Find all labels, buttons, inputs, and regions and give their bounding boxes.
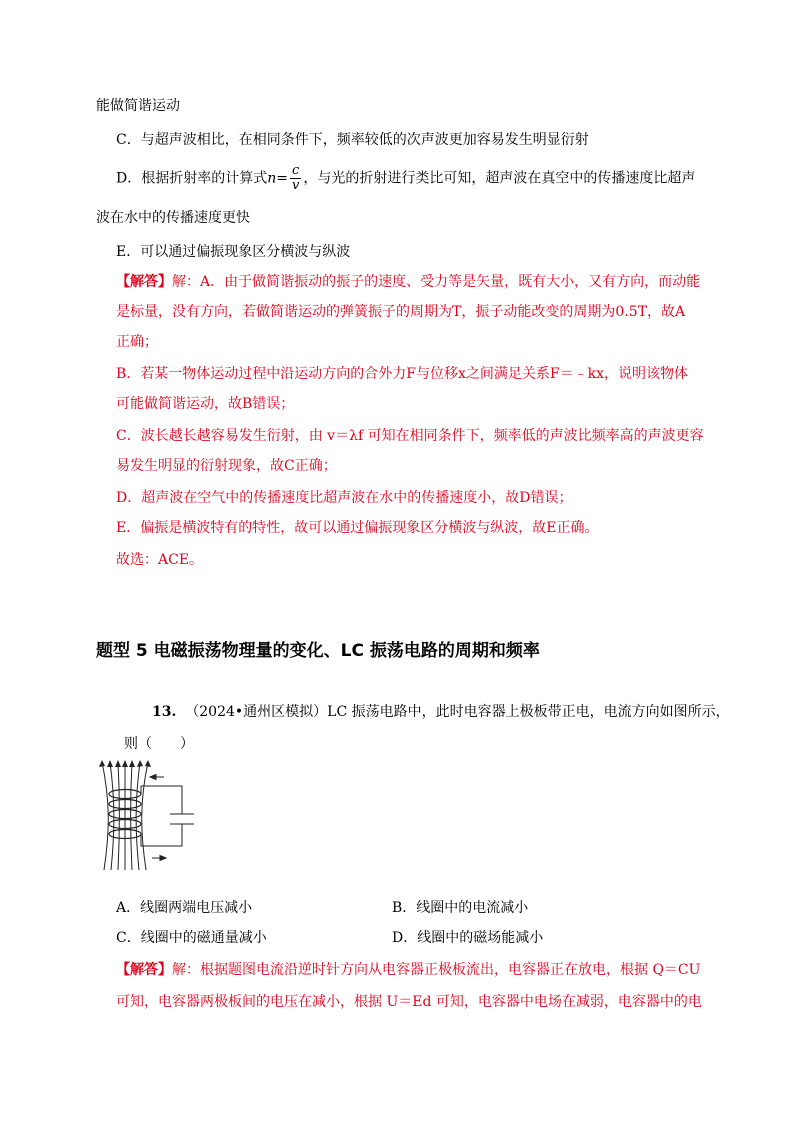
answer-a-line3: 正确； — [116, 334, 158, 350]
question-stem-text: （2024•通州区模拟）LC 振荡电路中，此时电容器上极板带正电，电流方向如图所示， — [185, 704, 730, 720]
section-title: 题型 5 电磁振荡物理量的变化、LC 振荡电路的周期和频率 — [96, 641, 540, 661]
answer-c-line1: C．波长越长越容易发生衍射，由 v＝λf 可知在相同条件下，频率低的声波比频率高的声波更容 — [116, 428, 704, 444]
lc-circuit-diagram — [96, 760, 206, 872]
option-d — [116, 164, 695, 193]
answer-b-line2: 可能做简谐运动，故B错误； — [116, 396, 295, 412]
formula-denominator: v — [292, 178, 300, 193]
option-e: E．可以通过偏振现象区分横波与纵波 — [116, 244, 351, 260]
answer-a-line1 — [116, 272, 700, 292]
current-arrows — [150, 775, 166, 861]
answer-choice: 故选：ACE。 — [116, 552, 204, 568]
formula-numerator: c — [290, 164, 301, 179]
option-d-prefix: D．根据折射率的计算式 — [116, 170, 268, 187]
option-d-continuation: 波在水中的传播速度更快 — [96, 210, 250, 226]
formula-equals: = — [276, 170, 288, 187]
field-line — [102, 762, 108, 870]
answer-c-line2: 易发生明显的衍射现象，故C正确； — [116, 458, 337, 474]
formula-fraction — [290, 164, 301, 193]
field-line — [118, 762, 120, 870]
option-b-q13: B．线圈中的电流减小 — [392, 900, 529, 916]
field-line — [131, 762, 133, 870]
option-c: C．与超声波相比，在相同条件下，频率较低的次声波更加容易发生明显衍射 — [116, 132, 589, 148]
answer-a-text: 解：A．由于做简谐振动的振子的速度、受力等是矢量，既有大小，又有方向，而动能 — [172, 274, 701, 290]
field-line — [142, 762, 148, 870]
answer-e: E．偏振是横波特有的特性，故可以通过偏振现象区分横波与纵波，故E正确。 — [116, 520, 599, 536]
answer2-line2: 可知，电容器两极板间的电压在减小，根据 U＝Ed 可知，电容器中电场在减弱，电容器中的电 — [116, 994, 702, 1010]
answer2-text: 解：根据题图电流沿逆时针方向从电容器正极板流出，电容器正在放电，根据 Q＝CU — [172, 962, 701, 978]
option-d-suffix: ，与光的折射进行类比可知，超声波在真空中的传播速度比超声 — [303, 170, 696, 187]
option-a-q13: A．线圈两端电压减小 — [116, 900, 253, 916]
field-arrow-heads — [99, 760, 151, 767]
answer-b-line1: B．若某一物体运动过程中沿运动方向的合外力F与位移x之间满足关系F＝﹣kx，说明该物体 — [116, 366, 688, 382]
answer2-line1 — [116, 960, 700, 980]
answer-tag: 【解答】 — [116, 274, 172, 290]
answer-d: D．超声波在空气中的传播速度比超声波在水中的传播速度小，故D错误； — [116, 490, 573, 506]
question-number: 13. — [152, 704, 177, 720]
formula-n: n — [267, 170, 277, 187]
answer2-tag: 【解答】 — [116, 962, 172, 978]
option-d-q13: D．线圈中的磁场能减小 — [392, 930, 544, 946]
option-c-q13: C．线圈中的磁通量减小 — [116, 930, 267, 946]
option-b-continuation: 能做简谐运动 — [96, 98, 180, 114]
question-13-stem-end: 则（ ） — [124, 736, 194, 752]
answer-a-line2: 是标量，没有方向，若做简谐运动的弹簧振子的周期为T，振子动能改变的周期为0.5T，故A — [116, 304, 686, 320]
question-13-stem — [152, 702, 730, 722]
circuit-wires — [141, 786, 194, 846]
